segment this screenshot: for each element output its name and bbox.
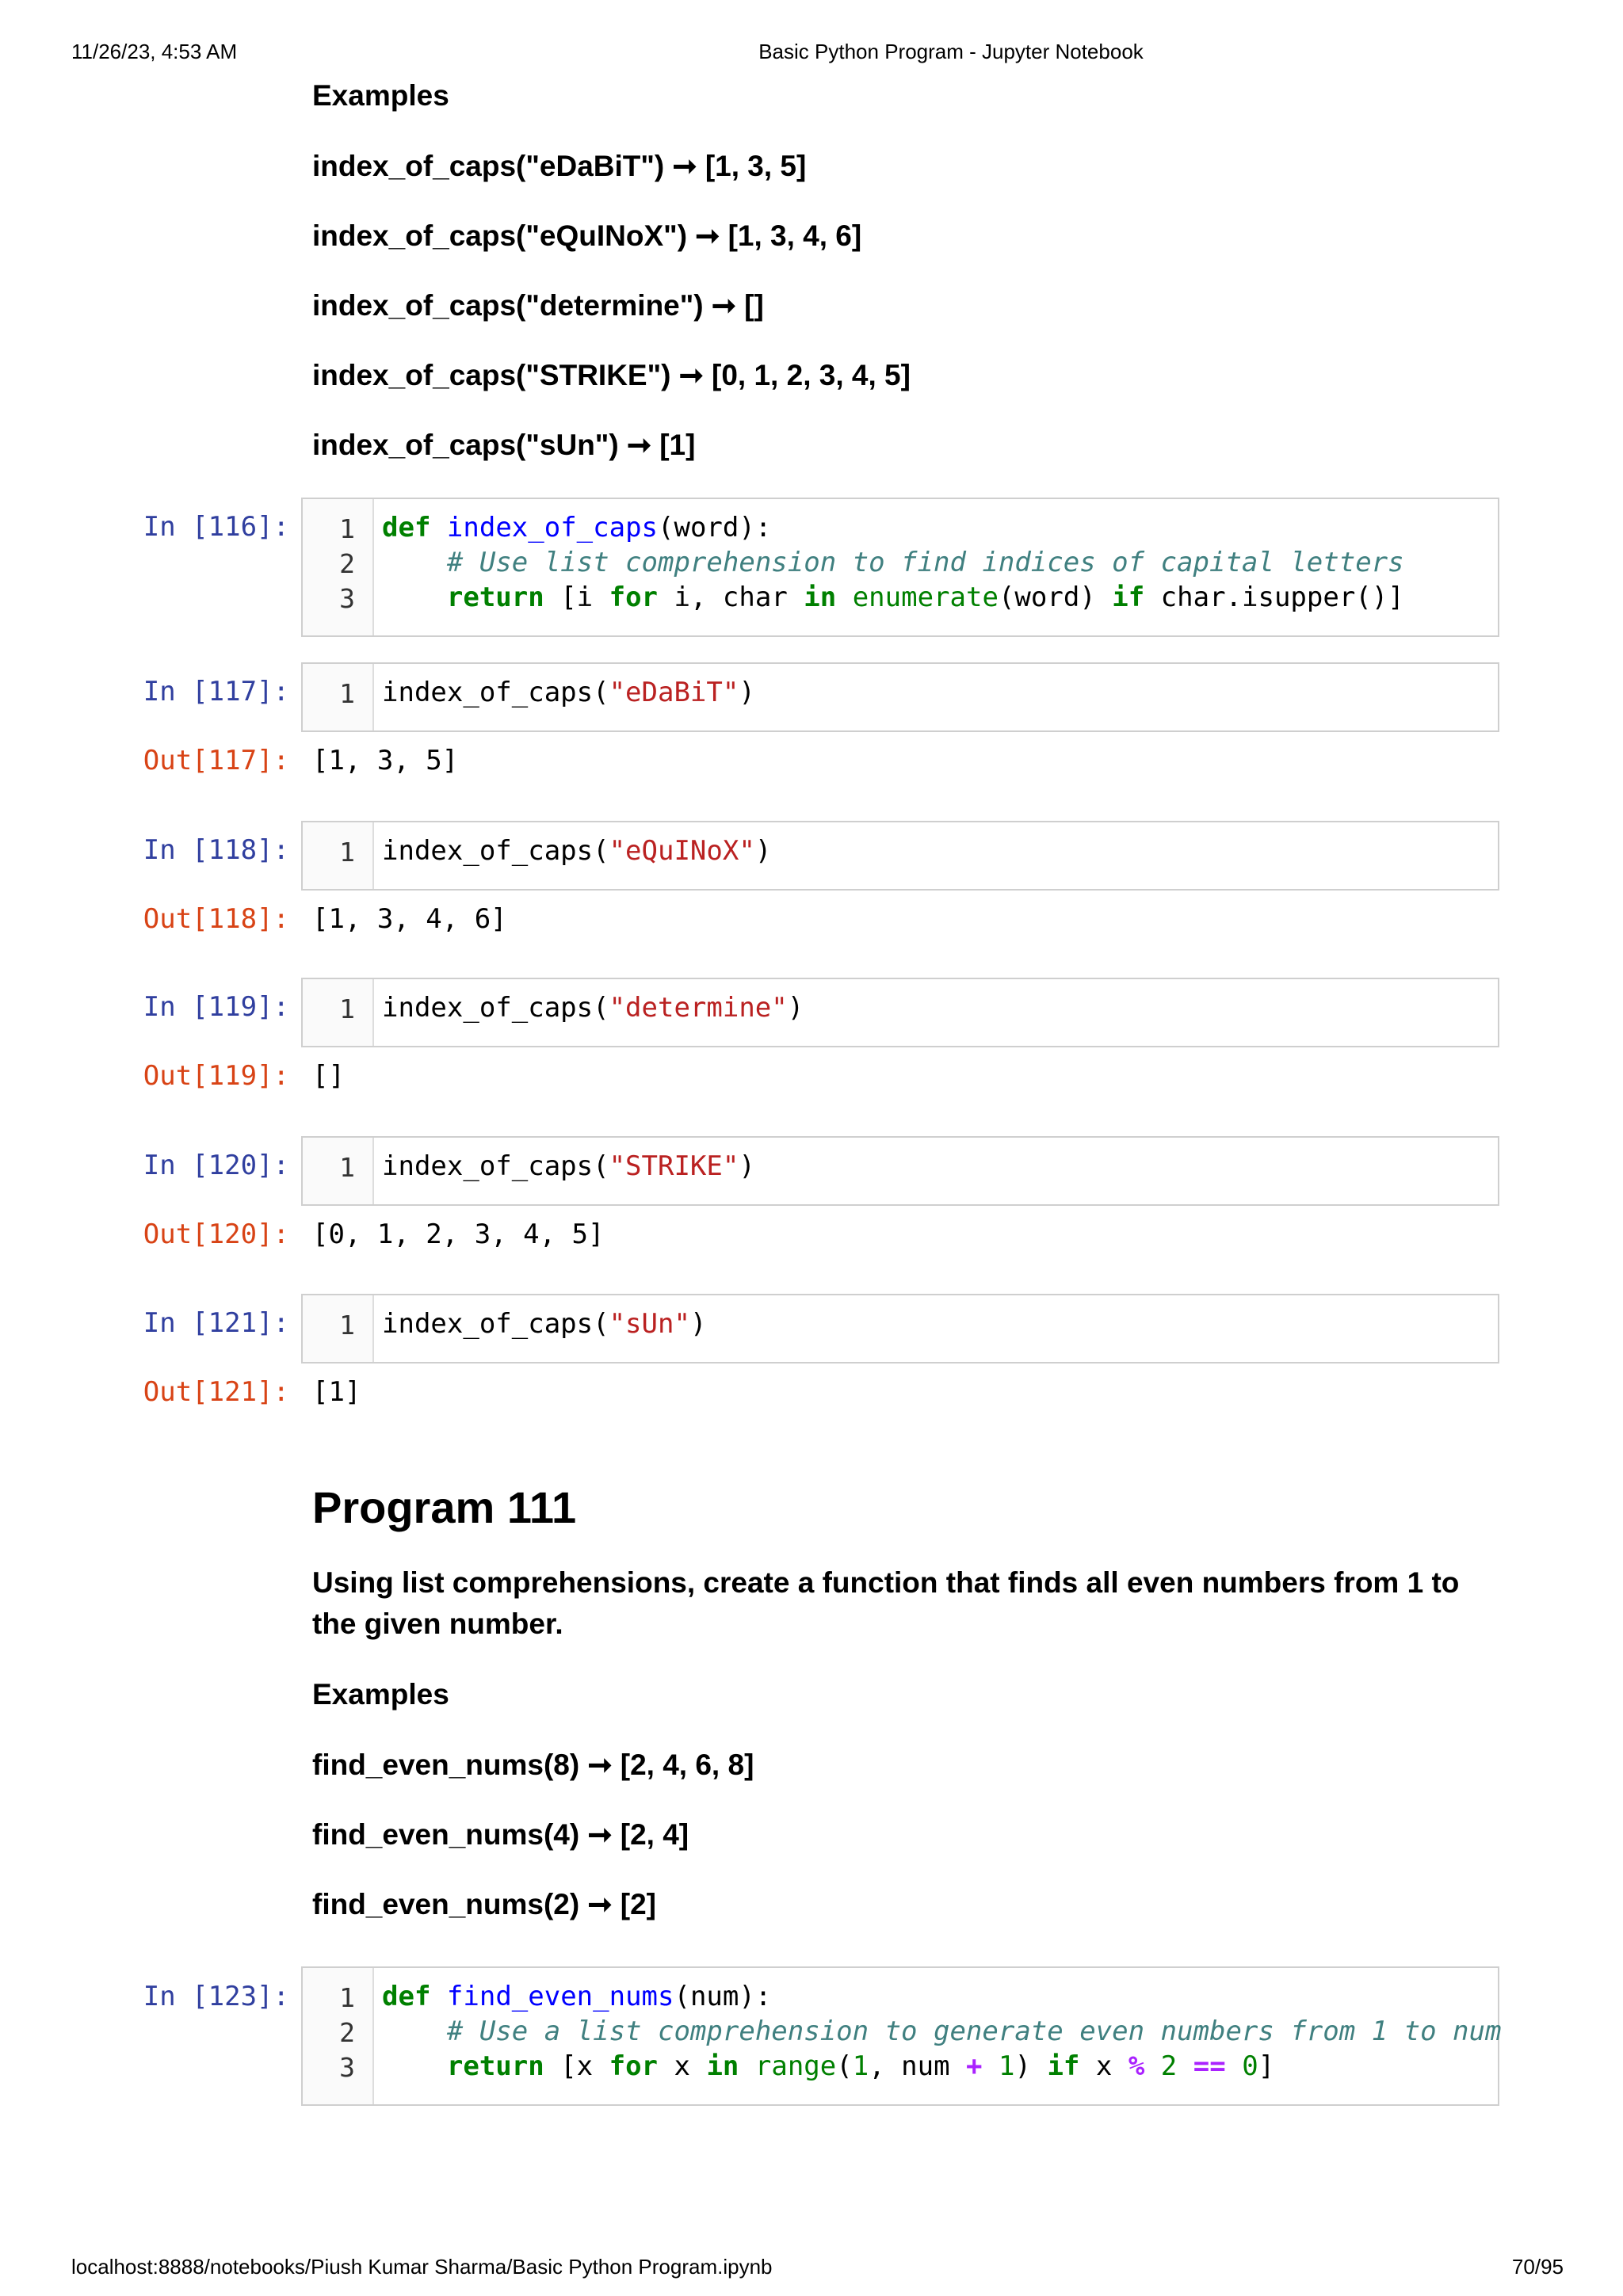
line-number: 2 bbox=[339, 2017, 355, 2048]
code-line: # Use list comprehension to find indices of capital letters bbox=[446, 547, 1404, 578]
line-number: 1 bbox=[339, 837, 355, 868]
line-number-gutter bbox=[303, 499, 374, 635]
code-line: return [i for i, char in enumerate(word) if char.isupper()] bbox=[446, 582, 1404, 613]
output-prompt: Out[118]: bbox=[143, 903, 289, 935]
code-cell[interactable] bbox=[301, 978, 1499, 1047]
line-number: 1 bbox=[339, 513, 355, 544]
input-prompt: In [116]: bbox=[143, 511, 289, 543]
code-cell[interactable] bbox=[301, 498, 1499, 637]
code-line: # Use a list comprehension to generate even numbers from 1 to num bbox=[446, 2016, 1502, 2047]
code-cell[interactable] bbox=[301, 1966, 1502, 2106]
line-number: 1 bbox=[339, 994, 355, 1024]
input-prompt: In [118]: bbox=[143, 834, 289, 866]
examples-heading: Examples bbox=[312, 79, 449, 112]
problem-description: Using list comprehensions, create a function that finds all even numbers from 1 to the given number. bbox=[312, 1566, 1460, 1640]
print-datetime: 11/26/23, 4:53 AM bbox=[71, 40, 238, 63]
line-number: 3 bbox=[339, 2052, 355, 2083]
input-prompt: In [121]: bbox=[143, 1307, 289, 1339]
code-line: return [x for x in range(1, num + 1) if x % 2 == 0] bbox=[446, 2050, 1275, 2082]
output-prompt: Out[120]: bbox=[143, 1219, 289, 1250]
cell-output: [1, 3, 4, 6] bbox=[312, 903, 507, 935]
code-line: index_of_caps("eQuINoX") bbox=[382, 835, 772, 867]
code-line: index_of_caps("eDaBiT") bbox=[382, 677, 755, 708]
print-url: localhost:8888/notebooks/Piush Kumar Sharma/Basic Python Program.ipynb bbox=[71, 2255, 773, 2279]
input-prompt: In [120]: bbox=[143, 1150, 289, 1181]
cell-output: [1] bbox=[312, 1376, 361, 1408]
example-line: index_of_caps("determine") ➞ [] bbox=[312, 289, 764, 322]
line-number-gutter bbox=[303, 1138, 374, 1204]
line-number-gutter bbox=[303, 1295, 374, 1362]
input-prompt: In [117]: bbox=[143, 676, 289, 707]
code-line: def index_of_caps(word): bbox=[382, 512, 772, 543]
output-prompt: Out[117]: bbox=[143, 745, 289, 776]
example-line: find_even_nums(4) ➞ [2, 4] bbox=[312, 1818, 689, 1851]
code-cell[interactable] bbox=[301, 1136, 1499, 1206]
output-prompt: Out[121]: bbox=[143, 1376, 289, 1408]
code-cell[interactable] bbox=[301, 821, 1499, 891]
example-line: index_of_caps("STRIKE") ➞ [0, 1, 2, 3, 4, 5] bbox=[312, 359, 911, 391]
section-heading: Program 111 bbox=[312, 1482, 577, 1532]
code-cell[interactable] bbox=[301, 1294, 1499, 1363]
line-number: 1 bbox=[339, 1310, 355, 1341]
example-line: find_even_nums(2) ➞ [2] bbox=[312, 1888, 656, 1920]
input-prompt: In [119]: bbox=[143, 991, 289, 1023]
line-number: 2 bbox=[339, 548, 355, 579]
print-title: Basic Python Program - Jupyter Notebook bbox=[758, 40, 1144, 63]
code-line: index_of_caps("STRIKE") bbox=[382, 1150, 755, 1182]
example-line: index_of_caps("eDaBiT") ➞ [1, 3, 5] bbox=[312, 150, 807, 182]
code-line: index_of_caps("sUn") bbox=[382, 1308, 707, 1340]
example-line: find_even_nums(8) ➞ [2, 4, 6, 8] bbox=[312, 1749, 754, 1781]
line-number-gutter bbox=[303, 822, 374, 889]
code-cell[interactable] bbox=[301, 662, 1499, 732]
line-number: 1 bbox=[339, 678, 355, 709]
code-line: def find_even_nums(num): bbox=[382, 1981, 772, 2012]
example-line: index_of_caps("eQuINoX") ➞ [1, 3, 4, 6] bbox=[312, 219, 862, 252]
code-line: index_of_caps("determine") bbox=[382, 992, 804, 1024]
examples-heading: Examples bbox=[312, 1678, 449, 1711]
line-number: 1 bbox=[339, 1152, 355, 1183]
cell-output: [0, 1, 2, 3, 4, 5] bbox=[312, 1219, 605, 1250]
line-number: 1 bbox=[339, 1982, 355, 2013]
line-number-gutter bbox=[303, 1968, 374, 2104]
cell-output: [1, 3, 5] bbox=[312, 745, 459, 776]
line-number-gutter bbox=[303, 979, 374, 1046]
page-number: 70/95 bbox=[1511, 2255, 1564, 2279]
output-prompt: Out[119]: bbox=[143, 1060, 289, 1092]
input-prompt: In [123]: bbox=[143, 1981, 289, 2012]
cell-output: [] bbox=[312, 1060, 345, 1092]
line-number-gutter bbox=[303, 664, 374, 730]
line-number: 3 bbox=[339, 583, 355, 614]
example-line: index_of_caps("sUn") ➞ [1] bbox=[312, 429, 696, 461]
